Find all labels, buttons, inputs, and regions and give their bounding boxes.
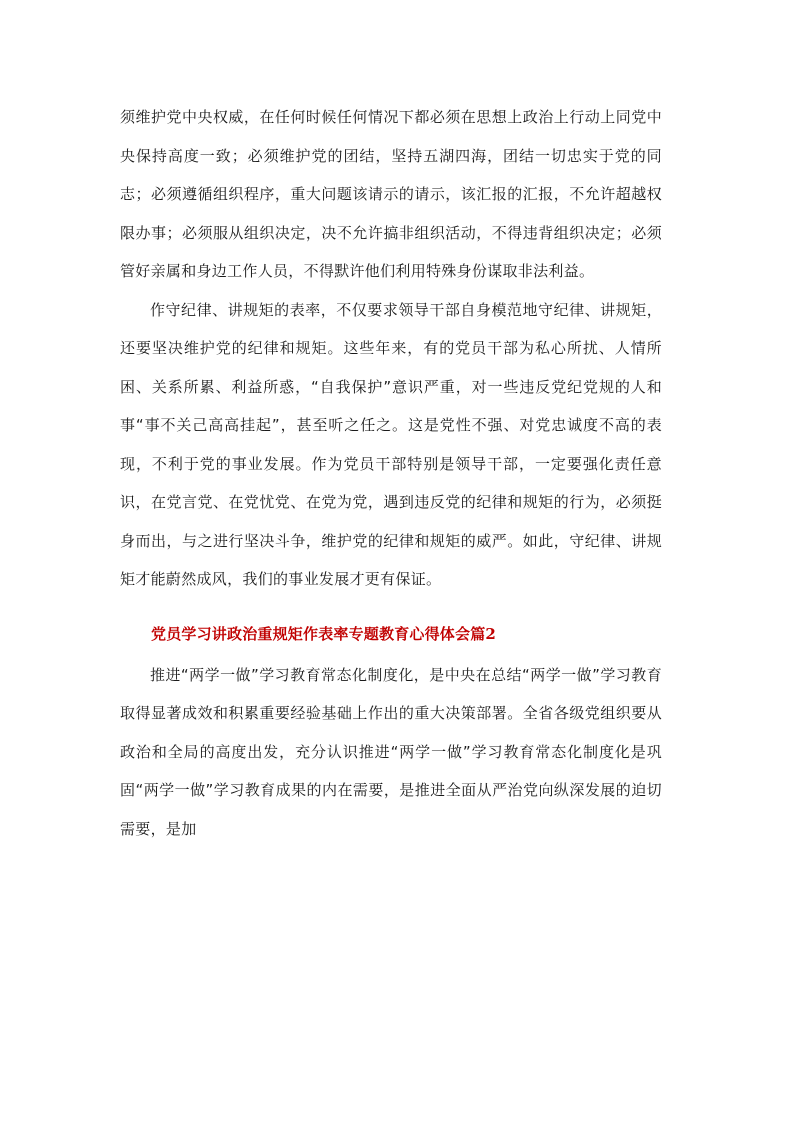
body-paragraph-3: 推进“两学一做”学习教育常态化制度化，是中央在总结“两学一做”学习教育取得显著成效和积累重要经验基础上作出的重大决策部署。全省各级党组织要从政治和全局的高度出发，充分认识推进“两学一做”学习教育常态化制度化是巩固“两学一做”学习教育成果的内在需要，是推进全面从严治党向纵深发展的迫切需要，是加 (120, 665, 662, 838)
section-heading: 党员学习讲政治重规矩作表率专题教育心得体会篇2 (151, 624, 497, 643)
document-page (120, 98, 662, 848)
body-paragraph-2: 作守纪律、讲规矩的表率，不仅要求领导干部自身模范地守纪律、讲规矩，还要坚决维护党的纪律和规矩。这些年来，有的党员干部为私心所扰、人情所困、关系所累、利益所惑，“自我保护”意识严重，对一些违反党纪党规的人和事“事不关己高高挂起”，甚至听之任之。这是党性不强、对党忠诚度不高的表现，不利于党的事业发展。作为党员干部特别是领导干部，一定要强化责任意识，在党言党、在党忧党、在党为党，遇到违反党的纪律和规矩的行为，必须挺身而出，与之进行坚决斗争，维护党的纪律和规矩的威严。如此，守纪律、讲规矩才能蔚然成风，我们的事业发展才更有保证。 (120, 300, 662, 588)
body-paragraph-1: 须维护党中央权威，在任何时候任何情况下都必须在思想上政治上行动上同党中央保持高度一致；必须维护党的团结，坚持五湖四海，团结一切忠实于党的同志；必须遵循组织程序，重大问题该请示的请示，该汇报的汇报，不允许超越权限办事；必须服从组织决定，决不允许搞非组织活动，不得违背组织决定；必须管好亲属和身边工作人员，不得默许他们利用特殊身份谋取非法利益。 (120, 108, 662, 280)
